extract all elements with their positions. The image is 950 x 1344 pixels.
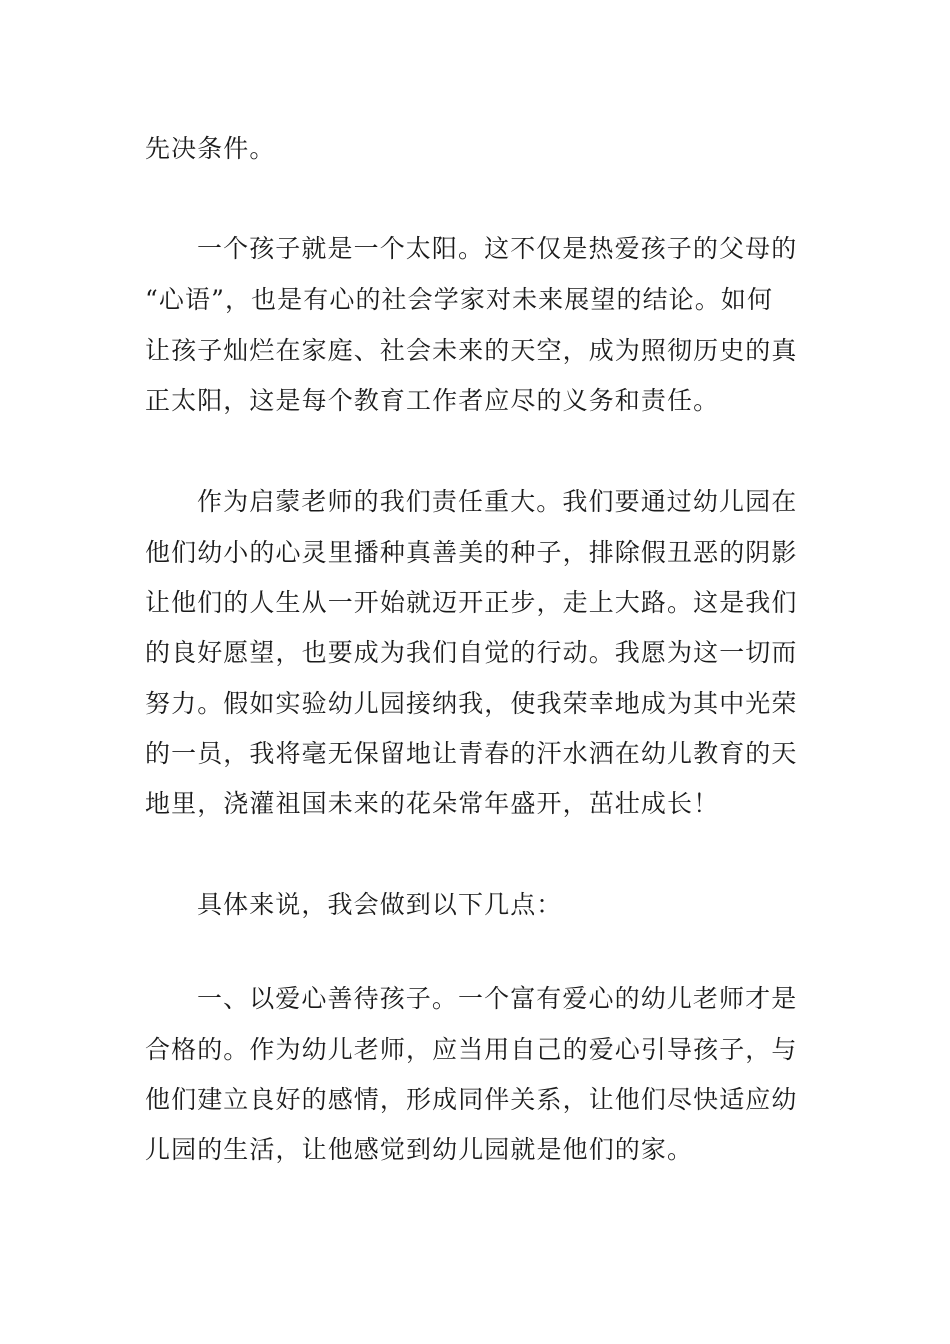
paragraph-3-line-2: 他们幼小的心灵里播种真善美的种子，排除假丑恶的阴影 — [145, 538, 798, 567]
paragraph-1-line-1: 先决条件。 — [145, 134, 276, 163]
paragraph-5-line-1: 一、以爱心善待孩子。一个富有爱心的幼儿老师才是 — [197, 984, 798, 1013]
paragraph-2-line-4: 正太阳，这是每个教育工作者应尽的义务和责任。 — [145, 386, 720, 415]
paragraph-2-line-2: “心语”，也是有心的社会学家对未来展望的结论。如何 — [145, 285, 774, 314]
paragraph-5-line-2: 合格的。作为幼儿老师，应当用自己的爱心引导孩子，与 — [145, 1035, 798, 1064]
paragraph-5-line-3: 他们建立良好的感情，形成同伴关系，让他们尽快适应幼 — [145, 1085, 798, 1114]
paragraph-2-line-3: 让孩子灿烂在家庭、社会未来的天空，成为照彻历史的真 — [145, 336, 798, 365]
paragraph-3-line-1: 作为启蒙老师的我们责任重大。我们要通过幼儿园在 — [197, 487, 798, 516]
paragraph-3-line-7: 地里，浇灌祖国未来的花朵常年盛开，茁壮成长！ — [145, 789, 720, 818]
paragraph-3-line-5: 努力。假如实验幼儿园接纳我，使我荣幸地成为其中光荣 — [145, 689, 798, 718]
paragraph-3-line-4: 的良好愿望，也要成为我们自觉的行动。我愿为这一切而 — [145, 638, 798, 667]
paragraph-4-line-1: 具体来说，我会做到以下几点： — [197, 890, 563, 919]
paragraph-2-line-1: 一个孩子就是一个太阳。这不仅是热爱孩子的父母的 — [197, 234, 798, 263]
paragraph-3-line-6: 的一员，我将毫无保留地让青春的汗水洒在幼儿教育的天 — [145, 739, 798, 768]
paragraph-3-line-3: 让他们的人生从一开始就迈开正步，走上大路。这是我们 — [145, 588, 798, 617]
paragraph-5-line-4: 儿园的生活，让他感觉到幼儿园就是他们的家。 — [145, 1135, 694, 1164]
